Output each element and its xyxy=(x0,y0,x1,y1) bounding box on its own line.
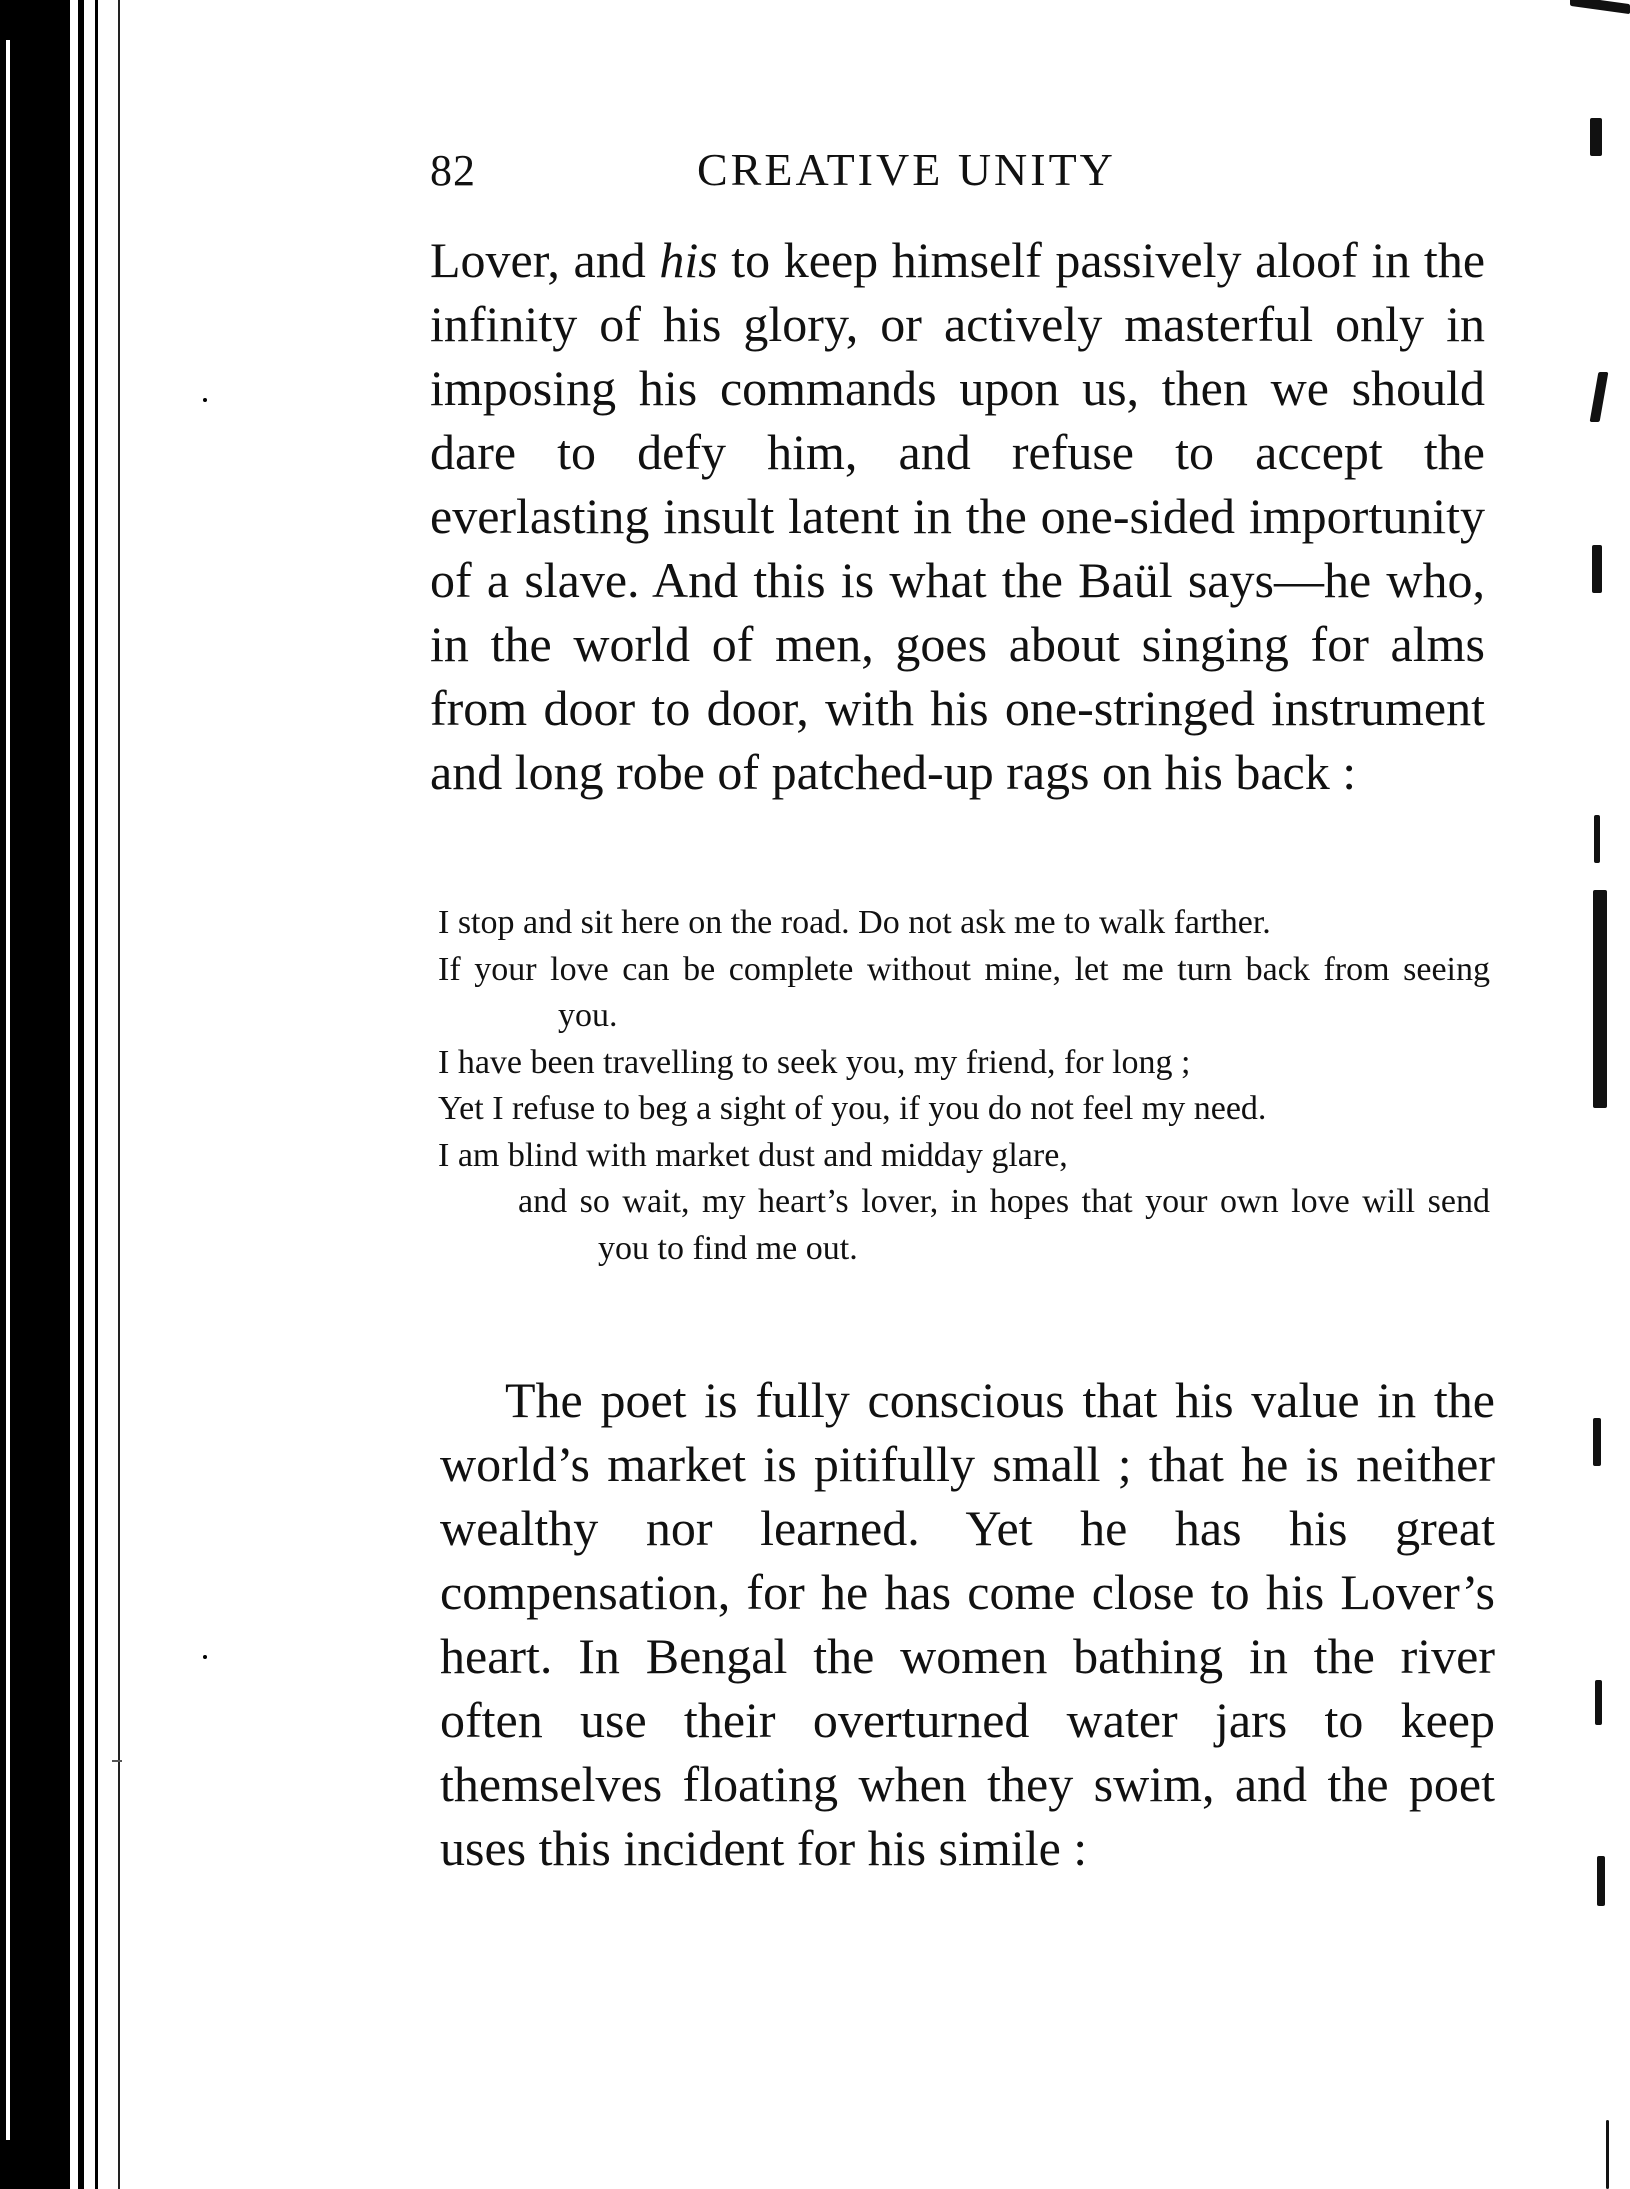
edge-artifact xyxy=(1593,1418,1601,1466)
running-head-title: CREATIVE UNITY xyxy=(697,144,1116,195)
binding-gap xyxy=(6,40,10,2140)
poem-line: I stop and sit here on the road. Do not ask me to walk farther. xyxy=(438,904,1271,941)
paragraph-text-rest: to keep himself passively aloof in the infinity of his glory, or actively masterful only in imposing his commands upon us, then we should dare to defy him, and refuse to accept the everlasting insult latent in the one-sided importunity of a slave. And this is what the Baül says—he who, in the world of men, goes about singing for alms from door to door, with his one-stringed instrument and long robe of patched-up rags on his back : xyxy=(430,232,1486,800)
edge-artifact xyxy=(1590,118,1602,156)
binding-line xyxy=(78,0,84,2189)
stray-mark xyxy=(112,1760,122,1762)
poem-line: Yet I refuse to beg a sight of you, if you do not feel my need. xyxy=(438,1090,1267,1127)
paragraph-text-start: Lover, and xyxy=(430,232,660,288)
poem-line: If your love can be complete without mine, let me turn back from seeing you. xyxy=(438,950,1490,1034)
binding-edge xyxy=(0,0,70,2189)
edge-artifact xyxy=(1590,372,1609,422)
edge-artifact xyxy=(1597,1856,1605,1906)
paragraph-text xyxy=(430,228,1485,804)
poem-line: I am blind with market dust and midday glare, xyxy=(438,1136,1068,1174)
poem-line: I have been travelling to seek you, my friend, for long ; xyxy=(438,1043,1191,1081)
binding-line xyxy=(95,0,98,2189)
edge-artifact xyxy=(1606,2120,1609,2189)
body-paragraph-2 xyxy=(440,1368,1495,1880)
poem-line-indented: and so wait, my heart’s lover, in hopes that your own love will send you to find me out. xyxy=(518,1183,1490,1267)
edge-artifact xyxy=(1570,0,1630,14)
paragraph-text: The poet is fully conscious that his value in the world’s market is pitifully small ; that he is neither wealthy nor learned. Yet he has his great compensation, for he has come close to his Lover’s heart. In Bengal the women bathing in the river often use their overturned water jars to keep themselves floating when they swim, and the poet uses this incident for his simile : xyxy=(440,1372,1495,1876)
italic-emphasis: his xyxy=(659,232,718,288)
stray-mark xyxy=(203,398,207,402)
body-paragraph-1 xyxy=(430,228,1485,804)
edge-artifact xyxy=(1595,1680,1602,1725)
page-number: 82 xyxy=(430,146,476,195)
edge-artifact xyxy=(1594,815,1600,863)
edge-artifact xyxy=(1592,545,1602,593)
edge-artifact xyxy=(1593,890,1607,1108)
poem-block xyxy=(438,900,1490,1272)
binding-line xyxy=(118,0,120,2189)
stray-mark xyxy=(203,1655,207,1659)
